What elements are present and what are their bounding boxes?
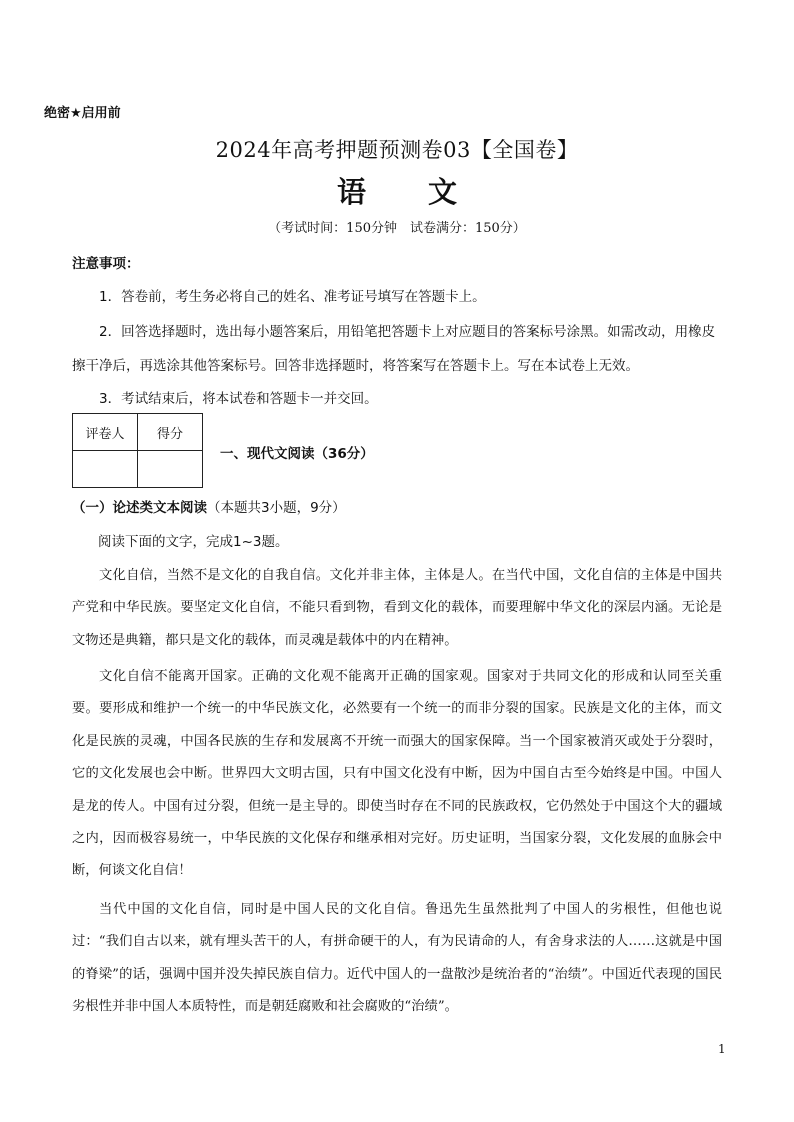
secret-label: 绝密★启用前 (44, 106, 121, 121)
notice-item-2: 2．回答选择题时，选出每小题答案后，用铅笔把答题卡上对应题目的答案标号涂黑。如需改动，用橡皮擦干净后，再选涂其他答案标号。回答非选择题时，将答案写在答题卡上。写在本试卷上无效。 (72, 324, 716, 374)
part-title (72, 496, 346, 516)
exam-title: 2024年高考押题预测卷03【全国卷】 (215, 138, 579, 162)
notice-item-3: 3．考试结束后，将本试卷和答题卡一并交回。 (99, 391, 378, 407)
notice-item-1: 1．答卷前，考生务必将自己的姓名、准考证号填写在答题卡上。 (99, 289, 486, 305)
score-table (72, 413, 203, 488)
subject-title: 语 文 (336, 175, 484, 209)
section-title: 一、现代文阅读（36分） (220, 446, 374, 462)
score-label: 得分 (138, 414, 203, 451)
page-number: 1 (718, 1042, 726, 1056)
passage-paragraph-2: 文化自信不能离开国家。正确的文化观不能离开正确的国家观。国家对于共同文化的形成和认同至关重要。要形成和维护一个统一的中华民族文化，必然要有一个统一的而非分裂的国家。民族是文化的主体，而文化是民族的灵魂，中国各民族的生存和发展离不开统一而强大的国家保障。当一个国家被消灭或处于分裂时，它的文化发展也会中断。世界四大文明古国，只有中国文化没有中断，因为中国自古至今始终是中国。中国人是龙的传人。中国有过分裂，但统一是主导的。即使当时存在不同的民族政权，它仍然处于中国这个大的疆域之内，因而极容易统一，中华民族的文化保存和继承相对完好。历史证明，当国家分裂，文化发展的血脉会中断，何谈文化自信！ (72, 669, 722, 879)
passage-paragraph-3: 当代中国的文化自信，同时是中国人民的文化自信。鲁迅先生虽然批判了中国人的劣根性，但他也说过：“我们自古以来，就有埋头苦干的人，有拼命硬干的人，有为民请命的人，有舍身求法的人……这就是中国的脊梁”的话，强调中国并没失掉民族自信力。近代中国人的一盘散沙是统治者的“治绩”。中国近代表现的国民劣根性并非中国人本质特性，而是朝廷腐败和社会腐败的“治绩”。 (72, 902, 722, 1015)
reading-instruction: 阅读下面的文字，完成1~3题。 (98, 534, 289, 550)
part-title-rest: （本题共3小题，9分） (207, 500, 346, 516)
notice-heading: 注意事项： (72, 256, 140, 272)
grader-label: 评卷人 (73, 414, 138, 451)
score-cell (138, 451, 203, 488)
exam-time-info: （考试时间：150分钟 试卷满分：150分） (268, 221, 526, 236)
grader-cell (73, 451, 138, 488)
part-title-bold: （一）论述类文本阅读 (72, 500, 207, 516)
passage-paragraph-1: 文化自信，当然不是文化的自我自信。文化并非主体，主体是人。在当代中国，文化自信的主体是中国共产党和中华民族。要坚定文化自信，不能只看到物，看到文化的载体，而要理解中华文化的深层内涵。无论是文物还是典籍，都只是文化的载体，而灵魂是载体中的内在精神。 (72, 568, 722, 648)
